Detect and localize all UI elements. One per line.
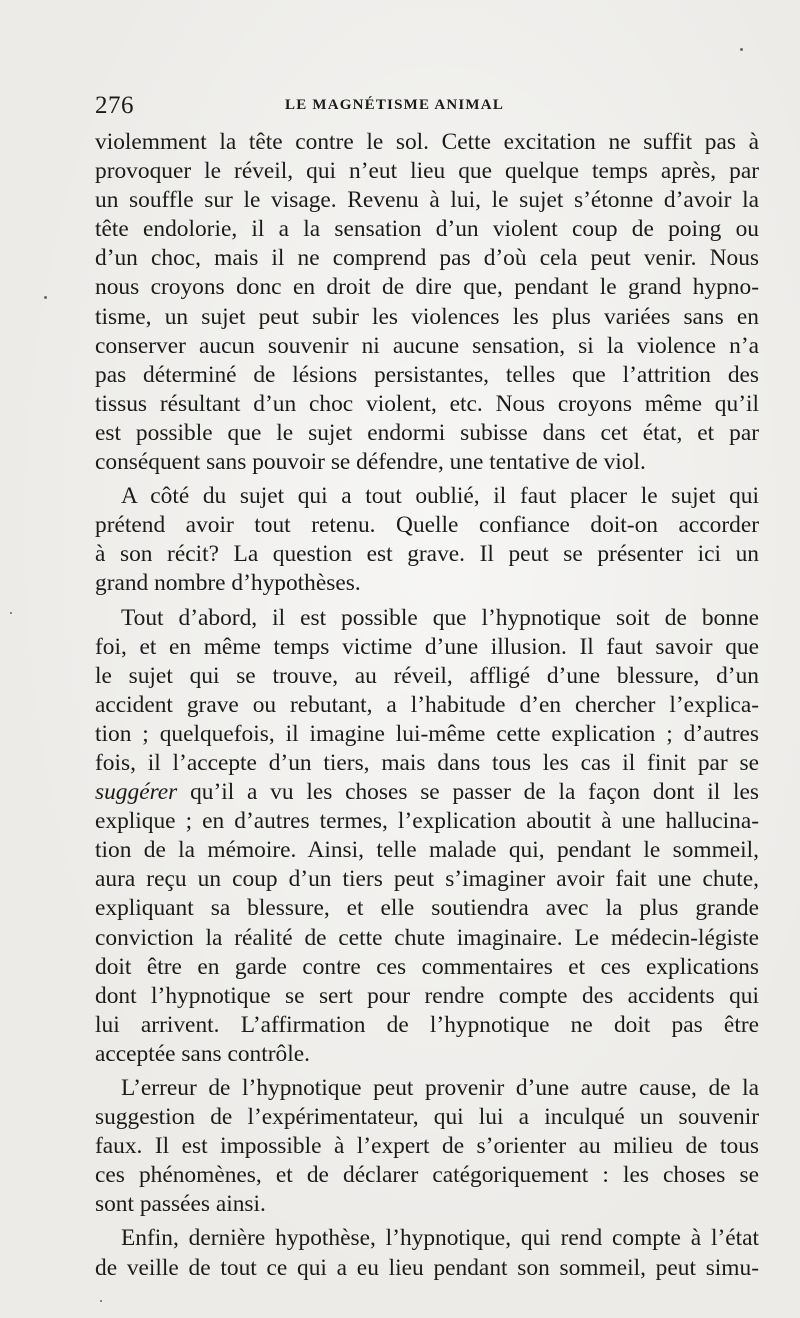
page-number: 276 [95,92,134,119]
text-line: conviction la réalité de cette chute imaginaire. Le médecin-légiste [95,924,759,951]
text-line: tion ; quelquefois, il imagine lui-même cette explication ; d’autres [95,720,759,747]
text-line: Enfin, dernière hypothèse, l’hypnotique, qui rend compte à l’état [121,1225,759,1252]
paper-speck [100,1300,102,1302]
text-line: dont l’hypnotique se sert pour rendre compte des accidents qui [95,982,759,1009]
text-line: sont passées ainsi. [95,1191,266,1218]
text-line: pas déterminé de lésions persistantes, telles que l’attrition des [95,361,759,388]
paragraph-3 [95,604,759,1070]
text-line: d’un choc, mais il ne comprend pas d’où cela peut venir. Nous [95,245,759,272]
text-line: explique ; en d’autres termes, l’explication aboutit à une hallucina- [95,808,759,835]
text-line: acceptée sans contrôle. [95,1040,310,1067]
text-line: fois, il l’accepte d’un tiers, mais dans tous les cas il finit par se [95,749,759,776]
running-title: LE MAGNÉTISME ANIMAL [285,97,505,113]
text-line: ces phénomènes, et de déclarer catégoriquement : les choses se [95,1162,759,1189]
text-line: L’erreur de l’hypnotique peut provenir d’une autre cause, de la [121,1075,759,1101]
text-line: lui arrivent. L’affirmation de l’hypnotique ne doit pas être [95,1011,759,1038]
body-text [95,128,759,1283]
text-line: foi, et en même temps victime d’une illusion. Il faut savoir que [95,633,759,660]
text-line: conséquent sans pouvoir se défendre, une tentative de viol. [95,449,646,476]
paper-speck [44,296,47,299]
text-line: tion de la mémoire. Ainsi, telle malade qui, pendant le sommeil, [95,837,759,864]
text-line: violemment la tête contre le sol. Cette excitation ne suffit pas à [95,129,759,155]
text-line: doit être en garde contre ces commentaires et ces explications [95,953,759,980]
text-line: nous croyons donc en droit de dire que, pendant le grand hypno- [95,274,759,301]
text-line: prétend avoir tout retenu. Quelle confiance doit-on accorder [95,512,759,539]
text-line-with-italic [95,778,759,807]
paragraph-1 [95,128,759,477]
text-line: à son récit? La question est grave. Il peut se présenter ici un [95,541,759,568]
paper-speck [740,48,743,51]
text-line: le sujet qui se trouve, au réveil, affligé d’une blessure, d’un [95,662,759,689]
text-line: suggestion de l’expérimentateur, qui lui a inculqué un souvenir [95,1104,759,1131]
text-line: conserver aucun souvenir ni aucune sensation, si la violence n’a [95,332,759,359]
text-line-rest: qu’il a vu les choses se passer de la façon dont il les [177,779,759,806]
text-line: de veille de tout ce qui a eu lieu pendant son sommeil, peut simu- [95,1254,759,1281]
paper-speck [10,612,12,614]
text-line: faux. Il est impossible à l’expert de s’orienter au milieu de tous [95,1133,759,1160]
paragraph-2 [95,482,759,598]
text-line: un souffle sur le visage. Revenu à lui, le sujet s’étonne d’avoir la [95,187,759,214]
text-line: Tout d’abord, il est possible que l’hypnotique soit de bonne [121,604,759,631]
paragraph-5 [95,1224,759,1282]
text-line: tête endolorie, il a la sensation d’un violent coup de poing ou [95,216,759,243]
text-line: provoquer le réveil, qui n’eut lieu que quelque temps après, par [95,158,759,185]
text-line: A côté du sujet qui a tout oublié, il faut placer le sujet qui [121,483,759,510]
text-line: aura reçu un coup d’un tiers peut s’imaginer avoir fait une chute, [95,866,759,893]
text-line: tisme, un sujet peut subir les violences les plus variées sans en [95,303,759,330]
text-line: tissus résultant d’un choc violent, etc. Nous croyons même qu’il [95,390,759,417]
paragraph-4 [95,1074,759,1219]
text-line: grand nombre d’hypothèses. [95,570,361,597]
text-line: expliquant sa blessure, et elle soutiendra avec la plus grande [95,895,759,922]
text-line: accident grave ou rebutant, a l’habitude d’en chercher l’explica- [95,691,759,718]
page-header [95,92,760,124]
text-line: est possible que le sujet endormi subisse dans cet état, et par [95,419,759,446]
italic-word: suggérer [95,779,178,806]
